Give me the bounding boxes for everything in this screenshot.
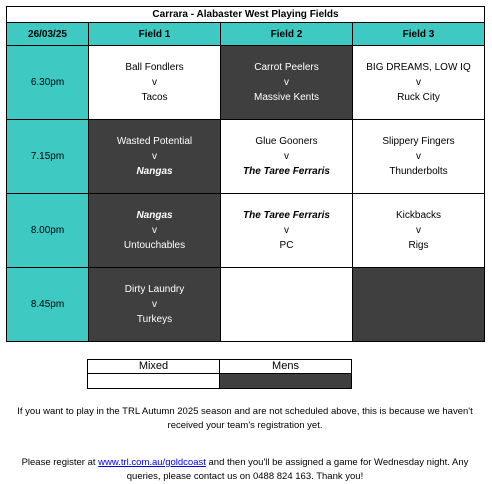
versus: v — [416, 225, 421, 236]
home-team: The Taree Ferraris — [243, 210, 330, 221]
registration-notice — [6, 405, 484, 433]
versus: v — [284, 225, 289, 236]
away-team: PC — [279, 240, 294, 251]
home-team: Slippery Fingers — [382, 136, 455, 147]
home-team: Wasted Potential — [116, 136, 193, 147]
home-team: Ball Fondlers — [125, 62, 184, 73]
away-team: Massive Kents — [253, 92, 320, 103]
away-team: Rigs — [408, 240, 429, 251]
register-suffix: and then you'll be assigned a game for Wednesday night. Any — [205, 457, 469, 468]
date-header: 26/03/25 — [7, 23, 89, 46]
game-cell — [221, 194, 353, 268]
away-team: The Taree Ferraris — [243, 166, 330, 177]
notice-line-2: received your team's registration yet. — [167, 420, 323, 431]
legend-mens-swatch — [220, 374, 352, 389]
legend-mixed-swatch — [88, 374, 220, 389]
versus: v — [416, 77, 421, 88]
schedule-table — [6, 6, 485, 342]
game-cell — [221, 120, 353, 194]
versus: v — [152, 225, 157, 236]
versus: v — [284, 77, 289, 88]
versus: v — [152, 77, 157, 88]
game-cell — [89, 46, 221, 120]
away-team: Tacos — [141, 92, 168, 103]
time-slot-800: 8.00pm — [7, 194, 89, 268]
field-3-header: Field 3 — [353, 23, 485, 46]
legend-mixed-label: Mixed — [88, 360, 220, 374]
versus: v — [416, 151, 421, 162]
contact-line: queries, please contact us on 0488 824 163. Thank you! — [126, 471, 364, 482]
away-team: Turkeys — [136, 314, 173, 325]
home-team: Dirty Laundry — [124, 284, 185, 295]
versus: v — [284, 151, 289, 162]
home-team: Kickbacks — [395, 210, 441, 221]
game-cell — [89, 268, 221, 342]
game-cell — [89, 194, 221, 268]
register-line — [6, 456, 484, 470]
register-link[interactable]: www.trl.com.au/goldcoast — [98, 457, 206, 468]
time-slot-630: 6.30pm — [7, 46, 89, 120]
empty-slot — [353, 268, 485, 342]
game-cell — [353, 46, 485, 120]
away-team: Thunderbolts — [389, 166, 448, 177]
game-cell — [353, 120, 485, 194]
versus: v — [152, 299, 157, 310]
time-slot-715: 7.15pm — [7, 120, 89, 194]
field-2-header: Field 2 — [221, 23, 353, 46]
home-team: Carrot Peelers — [254, 62, 319, 73]
legend-mens-label: Mens — [220, 360, 352, 374]
venue-title: Carrara - Alabaster West Playing Fields — [7, 7, 485, 23]
versus: v — [152, 151, 157, 162]
time-slot-845: 8.45pm — [7, 268, 89, 342]
game-cell — [89, 120, 221, 194]
home-team: Nangas — [136, 210, 173, 221]
home-team: Glue Gooners — [255, 136, 318, 147]
home-team: BIG DREAMS, LOW IQ — [366, 62, 471, 73]
game-cell — [353, 194, 485, 268]
field-1-header: Field 1 — [89, 23, 221, 46]
legend — [87, 359, 352, 389]
game-cell — [221, 46, 353, 120]
notice-line-1: If you want to play in the TRL Autumn 2025 season and are not scheduled above, this is because we haven't — [17, 406, 473, 417]
empty-slot — [221, 268, 353, 342]
away-team: Nangas — [136, 166, 173, 177]
away-team: Untouchables — [123, 240, 186, 251]
away-team: Ruck City — [397, 92, 440, 103]
register-prefix: Please register at — [21, 457, 99, 468]
